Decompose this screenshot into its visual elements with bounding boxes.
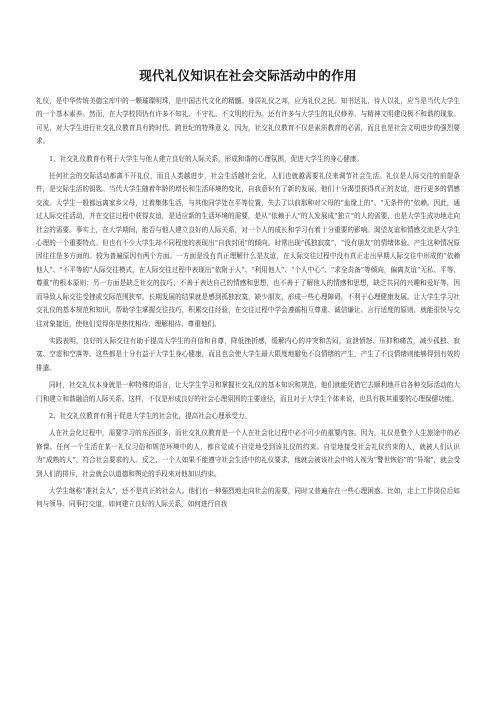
paragraph-p6: 2、社交礼仪教育有利于促进大学生的社会化，提高社会心理承受力。 xyxy=(49,411,252,420)
paragraph-p5: 同时，社交礼仪本身就是一种特殊的语言，让大学生学习和掌握社交礼仪的基本知识和规范，他们就能凭借它去顺利地开启各种交际活动的大门和建立和谐融洽的人际关系。这样，不仅是形成良好的社会心理氛围的主要途径，而且对于大学生个体来说，也具有极其重要的心理保健功能。 xyxy=(36,381,460,403)
document-title: 现代礼仪知识在社会交际活动中的作用 xyxy=(139,68,357,83)
paragraph-p1: 礼仪，是中华传统美德宝库中的一颗璀璨明珠，是中国古代文化的精髓。身居礼仪之邦，应为礼仪之民。知书达礼，待人以礼，应当是当代大学生的一个基本素养。然而，在大学校园仍有许多不知礼、不守礼、不文明的行为。还有许多与大学生的礼仪修养、与精神文明建设极不和谐的现象。可见，对大学生进行社交礼仪教育具有跨时代、跨世纪的特殊意义。因为，社交礼仪教育不仅是素质教育的必需，而且也是社会文明进步的强烈要求。 xyxy=(36,97,460,146)
paragraph-p7: 人在社会化过程中，需要学习的东西很多，而社交礼仪教育是一个人在社会化过程中必不可少的重要内容。因为，礼仪是整个人生旅途中的必修课。任何一个生活在某一礼仪习俗和规范环境中的人，都自觉或不自觉地受到该礼仪的约束。自觉地接受社会礼仪约束的人，就被人们认识为“成熟的人”，符合社会要求的人。反之，一个人如果不能遵守社会生活中的礼仪要求，他就会被该社会中的人视为“警世恢俗”的“异端”，就会受到人们的排斥，社会就会以道德和舆论的手段来对他加以约束。 xyxy=(36,429,460,478)
paragraph-p4: 实践表明，良好的人际交往有助于提高大学生的自信和自尊，降低挫折感，缓解内心的冲突和苦闷，宣泄愤怒、压抑和痛苦，减少孤独、寂寞、空虚和空落等。这些都是十分有益于大学生身心健康，而且也会使大学生最大限度地避免不良情绪的产生，产生了不良情绪则能够得到有效的排遣。 xyxy=(36,336,460,372)
paragraph-p2: 1、社交礼仪教育有利于大学生与他人建立良好的人际关系，形成和谐的心理氛围，促进大学生的身心健康。 xyxy=(49,154,364,163)
paragraph-p8: 大学生继称“准社会人”，还不是真正的社会人。他们有一种强烈地走向社会的需要，同时又普遍存在一些心理困惑。比如，走上工作岗位后如何与领导、同事打交道，如何建立良好的人际关系，如何进行自我 xyxy=(36,486,460,509)
paragraph-p3: 任何社会的交际活动都离不开礼仪，而且人类越进步，社会生活越社会化，人们也就越需要礼仪来调节社会生活。礼仪是人际交往的前提条件，是交际生活的钥匙。当代大学生随着年龄的增长和生活环境的变化，自我意识有了新的发展，他们十分渴望获得真正的友谊，进行更多的情感交流。大学生一般都远离家乡父母，过着集体生活，与其他同学处在平等位置，失去了以前那种对父母的“血缘上的”、“无条件的”依赖。因此，通过人际交往活动，并在交往过程中获得友谊，是适应新的生活环境的需要，是从“依赖于人”的人发展成“独立”的人的需要，也是大学生成功地走向社会的需要。事实上，在大学期间，能否与他人建立良好的人际关系，对一个人的成长和学习有着十分重要的影响。渴望友谊和情感交流是大学生心理的一个重要特点。但也有不少大学生却不同程度的表现出“自我封闭”的倾向。时常出现“孤独寂寞”、“没有朋友”的情绪体验。产生这种情况原因往往是多方面的。较为普遍原因有两个方面。一方面是没有真正理解什么是友谊，在人际交往过程中没有真正走出早期人际交往中形成的“依赖他人”、“不平等的”人际交往模式，在人际交往过程中表现出“依附于人”、“利用他人”、“个人中心”、“求全责备”等倾向，偏离友谊“无私、平等、尊重”的根本原则；另一方面是缺乏社交的技巧，不善于表达自己的情感和思想，也不善于了解他人的情感和思想，缺乏共同的兴趣和爱好等，因而导致人际交往受挫或交际范围狭窄。长期发展的结果就是感到孤独寂寞，缺少朋友，形成一些心理障碍，不利于心理健康发展。让大学生学习社交礼仪的基本规范和知识，帮助学生掌握交往技巧，积累交往经验，在交往过程中学会遵循相互尊重、诚信谦让、言行适度的原则，就能很快与交往对象接近，使他们觉得你是热忱相待、理解相待、尊重他们。 xyxy=(36,172,460,328)
document-body xyxy=(36,95,460,512)
